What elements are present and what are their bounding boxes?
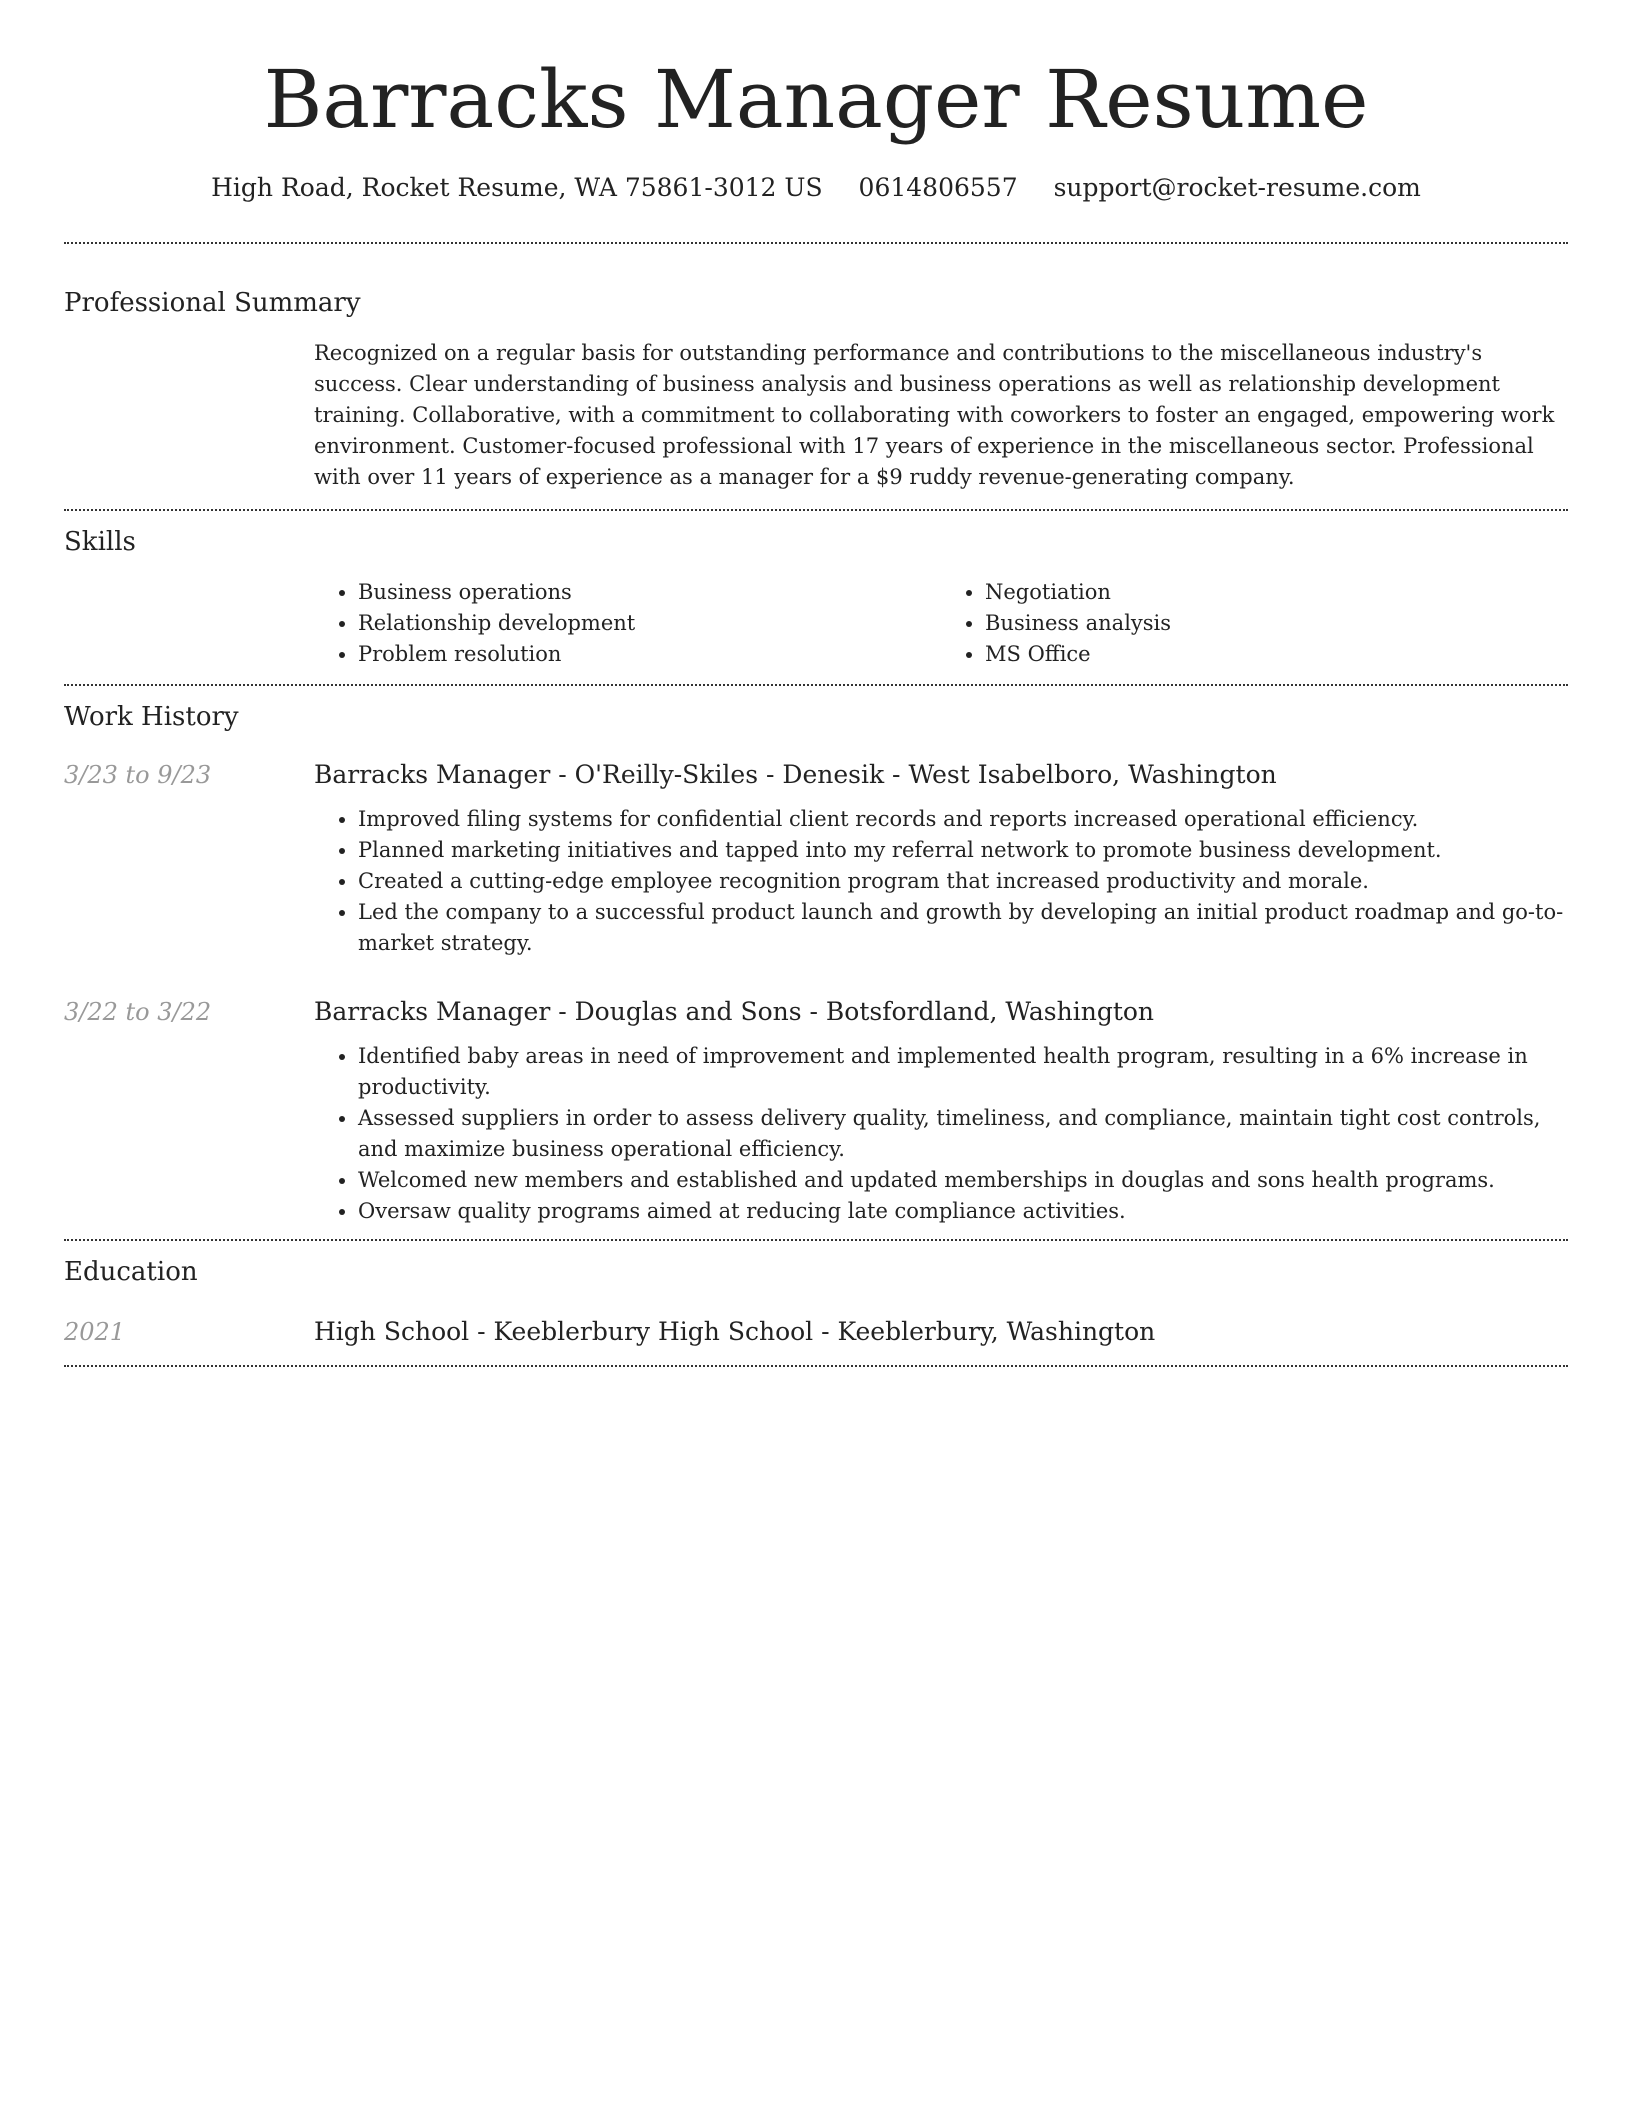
job-bullet: • Improved filing systems for confidential client records and reports increased operational efficiency. xyxy=(358,804,1568,835)
skill-item: • Business analysis xyxy=(985,608,1568,639)
job-bullet: • Identified baby areas in need of improvement and implemented health program, resulting in a 6% increase in productivity. xyxy=(358,1041,1568,1103)
job-bullet: • Welcomed new members and established and updated memberships in douglas and sons health programs. xyxy=(358,1165,1568,1196)
skill-item: • MS Office xyxy=(985,639,1568,670)
skill-item: • Business operations xyxy=(358,577,941,608)
summary-heading: Professional Summary xyxy=(64,288,361,318)
job-entry xyxy=(64,995,1568,1227)
job-dates: 3/23 to 9/23 xyxy=(64,761,212,789)
job-bullet: • Created a cutting-edge employee recognition program that increased productivity and morale. xyxy=(358,866,1568,897)
section-divider xyxy=(64,1365,1568,1367)
skills-column-1 xyxy=(314,577,941,670)
job-entry xyxy=(64,758,1568,959)
skill-item: • Relationship development xyxy=(358,608,941,639)
job-bullet: • Planned marketing initiatives and tapped into my referral network to promote business development. xyxy=(358,835,1568,866)
job-dates: 3/22 to 3/22 xyxy=(64,998,212,1026)
job-employer: - Douglas and Sons - Botsfordland, Washington xyxy=(550,997,1155,1026)
job-heading xyxy=(314,758,1568,792)
education-section xyxy=(64,1241,1568,1365)
job-bullet: • Assessed suppliers in order to assess delivery quality, timeliness, and compliance, maintain tight cost controls, and maximize business operational efficiency. xyxy=(358,1103,1568,1165)
job-bullet: • Oversaw quality programs aimed at reducing late compliance activities. xyxy=(358,1196,1568,1227)
job-heading xyxy=(314,995,1568,1029)
skills-column-2 xyxy=(941,577,1568,670)
contact-email[interactable]: support@rocket-resume.com xyxy=(1053,173,1421,202)
education-year: 2021 xyxy=(64,1318,126,1346)
resume-page xyxy=(64,0,1568,1367)
resume-title: Barracks Manager Resume xyxy=(263,53,1369,146)
contact-address: High Road, Rocket Resume, WA 75861-3012 US xyxy=(211,173,823,202)
job-employer: - O'Reilly-Skiles - Denesik - West Isabelboro, Washington xyxy=(550,760,1277,789)
education-details xyxy=(314,1315,1568,1349)
skills-list xyxy=(314,577,1568,684)
summary-section xyxy=(64,244,1568,509)
work-history-heading: Work History xyxy=(64,702,239,732)
job-bullets xyxy=(314,804,1568,959)
job-bullets xyxy=(314,1041,1568,1227)
skill-item: • Negotiation xyxy=(985,577,1568,608)
education-school: - Keeblerbury High School - Keeblerbury, Washington xyxy=(469,1317,1156,1346)
skill-item: • Problem resolution xyxy=(358,639,941,670)
skills-heading: Skills xyxy=(64,527,136,557)
education-entry xyxy=(64,1315,1568,1365)
education-heading-line xyxy=(314,1315,1568,1349)
job-title: Barracks Manager xyxy=(314,760,551,789)
summary-text: Recognized on a regular basis for outstanding performance and contributions to the miscellaneous industry's success. Clear understanding of business analysis and business operations as well as relationship development training. Collaborative, with a commitment to collaborating with coworkers to foster an engaged, empowering work environment. Customer-focused professional with 17 years of experience in the miscellaneous sector. Professional with over 11 years of experience as a manager for a $9 ruddy revenue-generating company. xyxy=(314,341,1555,489)
education-degree: High School xyxy=(314,1317,470,1346)
education-heading: Education xyxy=(64,1257,198,1287)
contact-line xyxy=(64,170,1568,206)
work-history-section xyxy=(64,686,1568,1239)
job-bullet: • Led the company to a successful product launch and growth by developing an initial product roadmap and go-to-market strategy. xyxy=(358,897,1568,959)
contact-phone: 0614806557 xyxy=(858,173,1018,202)
skills-section xyxy=(64,511,1568,684)
job-details xyxy=(314,995,1568,1227)
job-details xyxy=(314,758,1568,959)
job-title: Barracks Manager xyxy=(314,997,551,1026)
